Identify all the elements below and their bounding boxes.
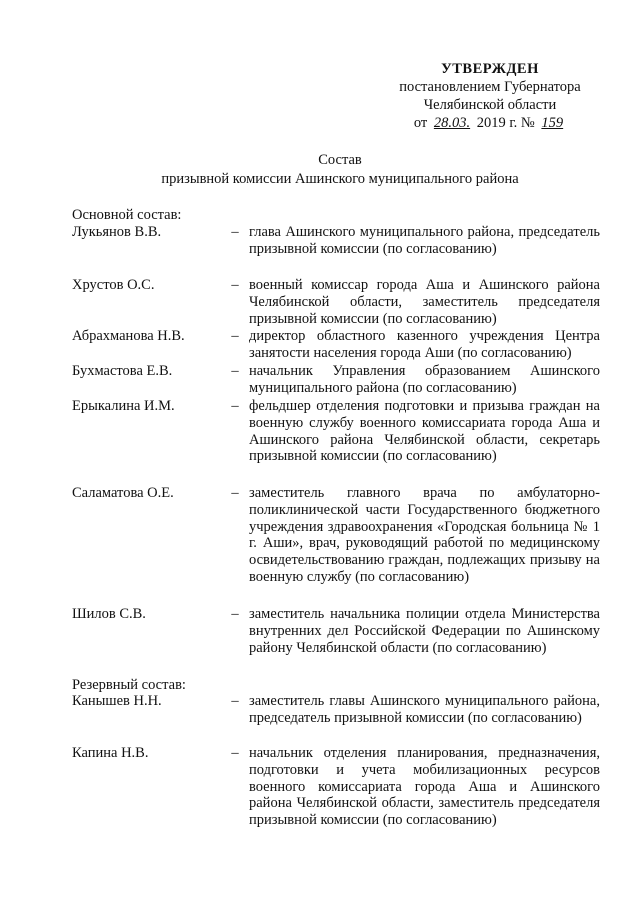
member-name: Канышев Н.Н.	[72, 693, 162, 709]
dash-separator: –	[231, 277, 239, 293]
approval-line-1: постановлением Губернатора	[399, 79, 581, 95]
dash-separator: –	[231, 485, 239, 501]
dash-separator: –	[231, 398, 239, 414]
date-value: 28.03.	[433, 115, 471, 131]
approval-date-line	[380, 114, 600, 132]
member-name: Саламатова О.Е.	[72, 485, 174, 501]
dash-separator: –	[231, 363, 239, 379]
approval-line-2: Челябинской области	[423, 97, 557, 113]
member-name: Лукьянов В.В.	[72, 224, 162, 240]
dash-separator: –	[231, 745, 239, 761]
member-description: глава Ашинского муниципального района, председатель призывной комиссии (по согласованию)	[249, 224, 600, 257]
member-description: директор областного казенного учреждения Центра занятости населения города Аши (по согласованию)	[249, 328, 600, 361]
approval-heading: УТВЕРЖДЕН	[441, 61, 539, 77]
member-name: Капина Н.В.	[72, 745, 149, 761]
member-name: Ерыкалина И.М.	[72, 398, 175, 414]
member-description: заместитель главного врача по амбулаторно-поликлинической части Государственного бюджетного учреждения здравоохранения «Городская больница № 1 г. Аши», врач, руководящий работой по медицинскому освидетельствованию граждан, подлежащих призыву на военную службу (по согласованию)	[249, 485, 600, 585]
member-description: фельдшер отделения подготовки и призыва граждан на военную службу военного комиссариата города Аша и Ашинского района Челябинской области, секретарь призывной комиссии (по согласованию)	[249, 398, 600, 465]
member-description: начальник Управления образованием Ашинского муниципального района (по согласованию)	[249, 363, 600, 396]
approval-block	[380, 60, 600, 132]
member-description: начальник отделения планирования, предназначения, подготовки и учета мобилизационных ресурсов военного комиссариата города Аша и Ашинского района Челябинской области, заместитель председателя призывной комиссии (по согласованию)	[249, 745, 600, 829]
member-name: Хрустов О.С.	[72, 277, 155, 293]
dash-separator: –	[231, 693, 239, 709]
document-title	[120, 151, 560, 189]
member-name: Шилов С.В.	[72, 606, 146, 622]
dash-separator: –	[231, 328, 239, 344]
title-line-1: Состав	[318, 152, 362, 168]
dash-separator: –	[231, 606, 239, 622]
year-text: 2019 г. №	[476, 115, 535, 131]
date-prefix: от	[413, 115, 428, 131]
member-description: военный комиссар города Аша и Ашинского района Челябинской области, заместитель председателя призывной комиссии (по согласованию)	[249, 277, 600, 327]
member-description: заместитель главы Ашинского муниципального района, председатель призывной комиссии (по согласованию)	[249, 693, 600, 726]
reserve-section-label: Резервный состав:	[72, 677, 186, 693]
title-line-2: призывной комиссии Ашинского муниципального района	[161, 171, 519, 187]
member-name: Абрахманова Н.В.	[72, 328, 185, 344]
member-description: заместитель начальника полиции отдела Министерства внутренних дел Российской Федерации по Ашинскому району Челябинской области (по согласованию)	[249, 606, 600, 656]
main-section-label: Основной состав:	[72, 207, 182, 223]
dash-separator: –	[231, 224, 239, 240]
member-name: Бухмастова Е.В.	[72, 363, 173, 379]
document-number: 159	[541, 115, 564, 131]
